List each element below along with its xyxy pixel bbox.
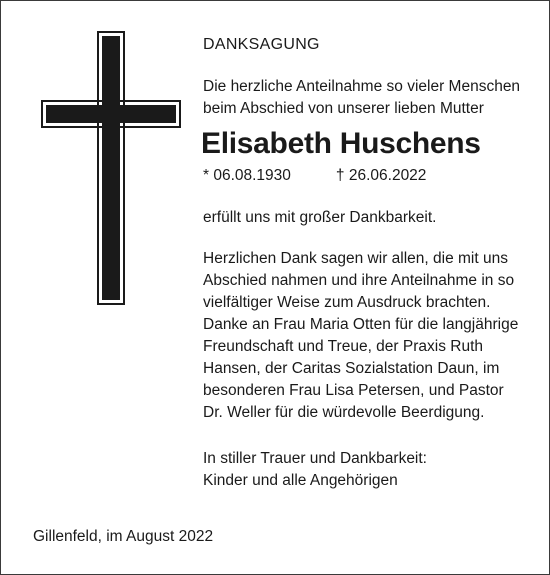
thanks-paragraph bbox=[203, 248, 518, 424]
body-line: Freundschaft und Treue, der Praxis Ruth bbox=[203, 338, 484, 355]
body-line: Hansen, der Caritas Sozialstation Daun, im bbox=[203, 360, 500, 377]
body-line: besonderen Frau Lisa Petersen, und Pastor bbox=[203, 382, 504, 399]
place-date: Gillenfeld, im August 2022 bbox=[33, 528, 214, 545]
birth-date: * 06.08.1930 bbox=[203, 167, 291, 184]
gratitude-line: erfüllt uns mit großer Dankbarkeit. bbox=[203, 209, 437, 226]
body-line: Abschied nahmen und ihre Anteilnahme in so bbox=[203, 272, 515, 289]
life-dates bbox=[203, 165, 426, 187]
closing-line: Kinder und alle Angehörigen bbox=[203, 472, 398, 489]
notice-heading: DANKSAGUNG bbox=[203, 36, 320, 53]
body-line: vielfältiger Weise zum Ausdruck brachten. bbox=[203, 294, 491, 311]
closing-text bbox=[203, 448, 427, 492]
intro-line: beim Abschied von unserer lieben Mutter bbox=[203, 100, 484, 117]
body-line: Herzlichen Dank sagen wir allen, die mit uns bbox=[203, 250, 508, 267]
intro-line: Die herzliche Anteilnahme so vieler Menschen bbox=[203, 78, 521, 95]
closing-line: In stiller Trauer und Dankbarkeit: bbox=[203, 450, 427, 467]
body-line: Danke an Frau Maria Otten für die langjährige bbox=[203, 316, 519, 333]
cross-icon bbox=[41, 31, 181, 305]
death-date: † 26.06.2022 bbox=[335, 167, 427, 184]
body-line: Dr. Weller für die würdevolle Beerdigung. bbox=[203, 404, 485, 421]
deceased-name: Elisabeth Huschens bbox=[201, 127, 481, 160]
intro-text bbox=[203, 76, 520, 120]
